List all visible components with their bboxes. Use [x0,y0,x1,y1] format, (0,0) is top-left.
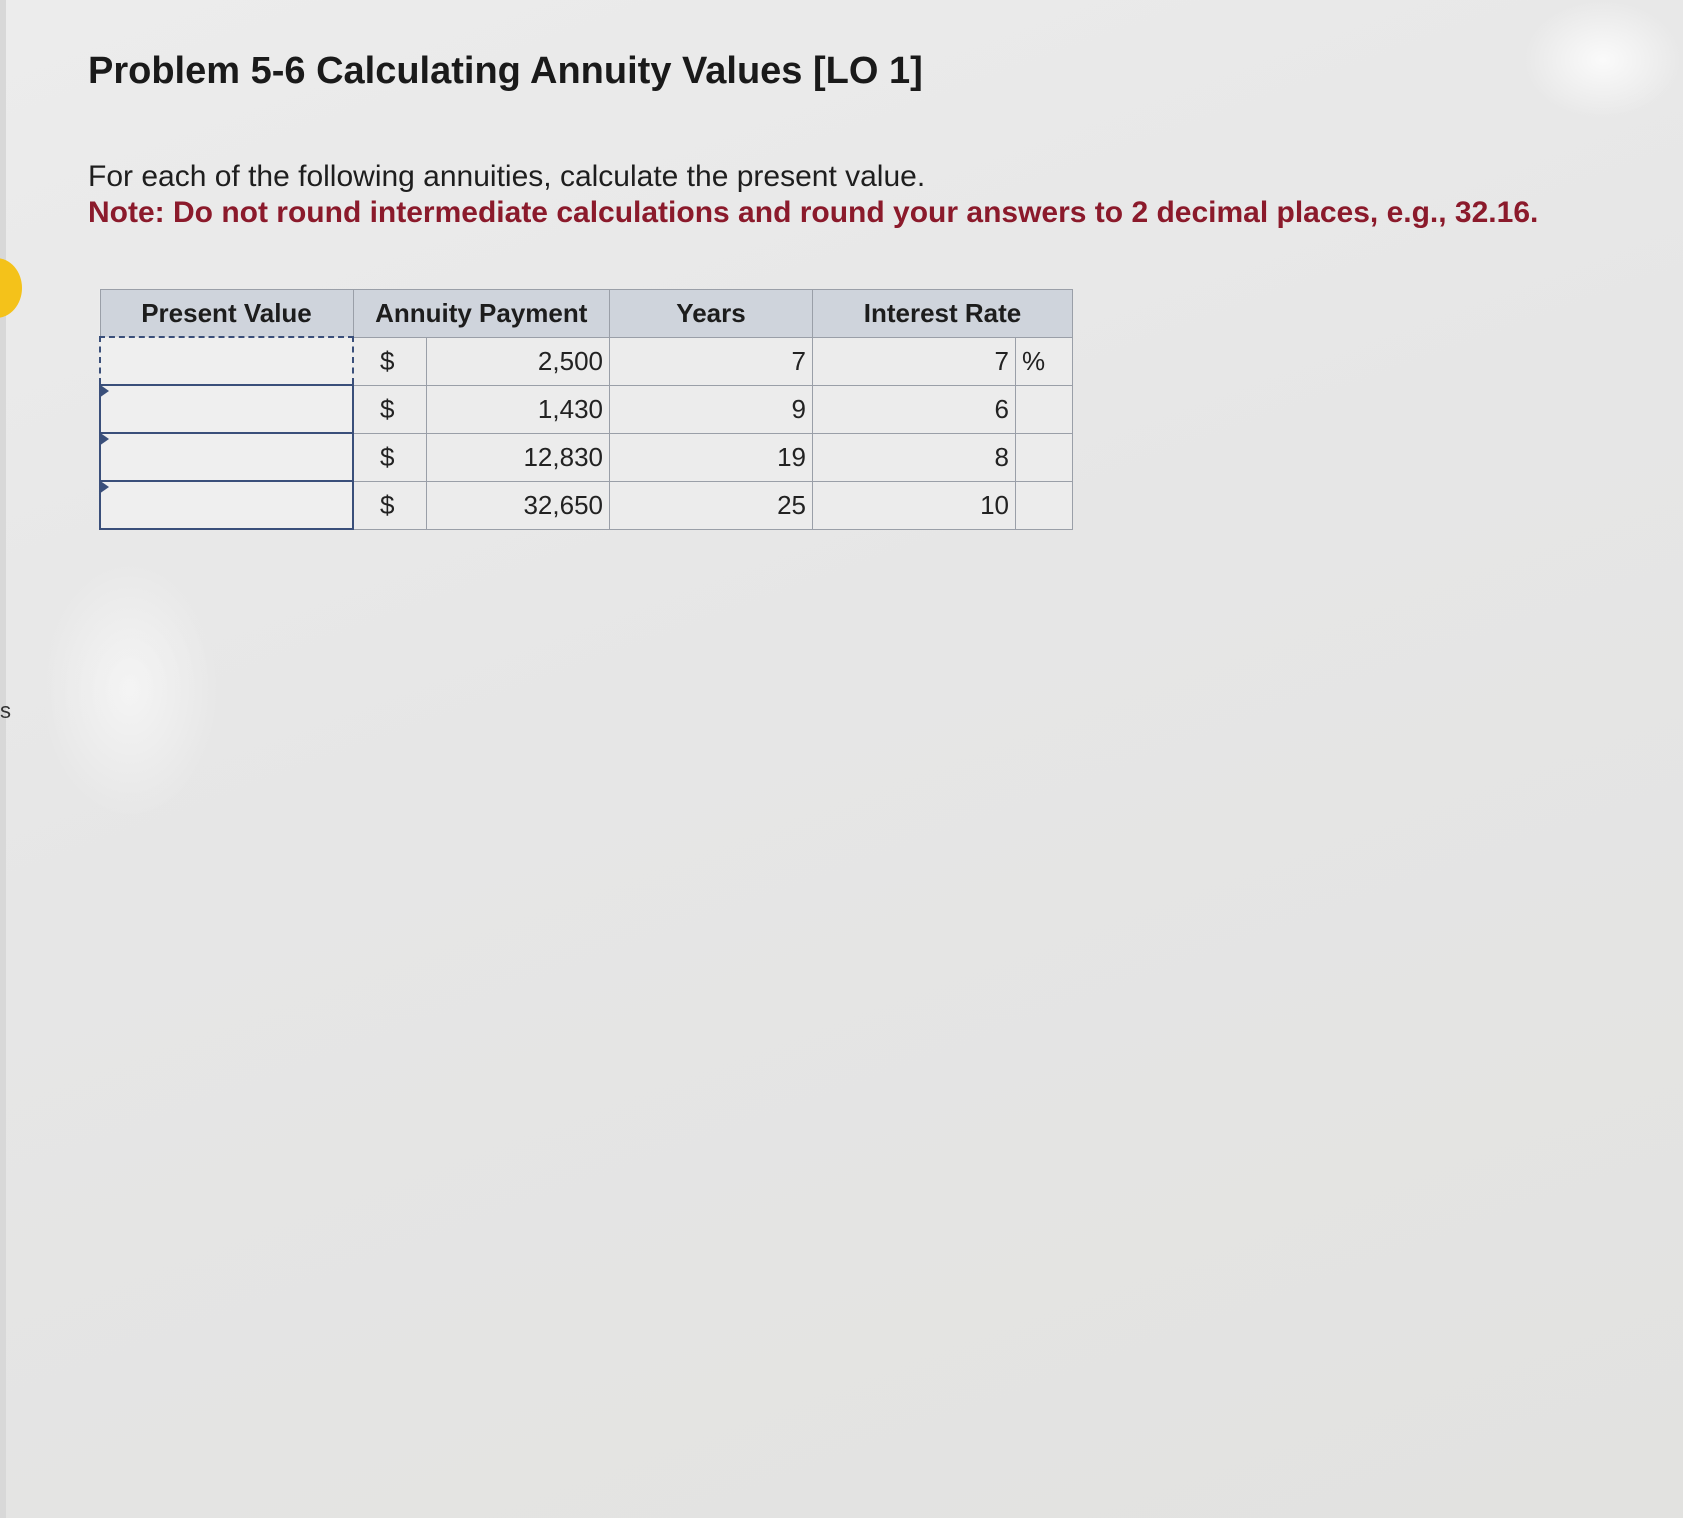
edge-text: s [0,698,11,723]
table-row [100,481,1073,529]
interest-rate-value: 8 [813,433,1016,481]
annuity-payment-value: 32,650 [427,481,610,529]
table-row [100,385,1073,433]
years-value: 25 [610,481,813,529]
years-value: 19 [610,433,813,481]
annuity-payment-value: 1,430 [427,385,610,433]
present-value-cell [100,481,353,529]
currency-symbol: $ [353,385,427,433]
problem-instructions: For each of the following annuities, calculate the present value. [88,160,926,193]
interest-rate-value: 10 [813,481,1016,529]
annuity-table [99,289,1073,530]
percent-symbol: % [1016,337,1073,385]
header-interest-rate: Interest Rate [813,290,1073,338]
rounding-note: Note: Do not round intermediate calculations and round your answers to 2 decimal places, e.g., 32.16. [88,196,1539,229]
table-header-row [100,290,1073,338]
header-present-value: Present Value [100,290,353,338]
present-value-cell [100,385,353,433]
present-value-cell [100,337,353,385]
screen-glare [40,560,220,820]
present-value-cell [100,433,353,481]
annuity-payment-value: 12,830 [427,433,610,481]
problem-title: Problem 5-6 Calculating Annuity Values [LO 1] [88,50,923,92]
screen-glare-corner [1523,0,1683,120]
input-flag-icon [99,432,109,446]
percent-symbol [1016,481,1073,529]
present-value-input-4[interactable] [101,483,352,527]
input-flag-icon [99,384,109,398]
table-row [100,433,1073,481]
input-flag-icon [99,480,109,494]
currency-symbol: $ [353,337,427,385]
years-value: 9 [610,385,813,433]
present-value-input-2[interactable] [101,387,352,431]
percent-symbol [1016,433,1073,481]
table-row [100,337,1073,385]
interest-rate-value: 7 [813,337,1016,385]
years-value: 7 [610,337,813,385]
currency-symbol: $ [353,433,427,481]
currency-symbol: $ [353,481,427,529]
present-value-input-3[interactable] [101,435,352,479]
percent-symbol [1016,385,1073,433]
header-annuity-payment: Annuity Payment [353,290,610,338]
header-years: Years [610,290,813,338]
present-value-input-1[interactable] [101,339,352,383]
highlight-marker [0,258,22,318]
window-left-edge [0,0,6,1518]
interest-rate-value: 6 [813,385,1016,433]
annuity-payment-value: 2,500 [427,337,610,385]
